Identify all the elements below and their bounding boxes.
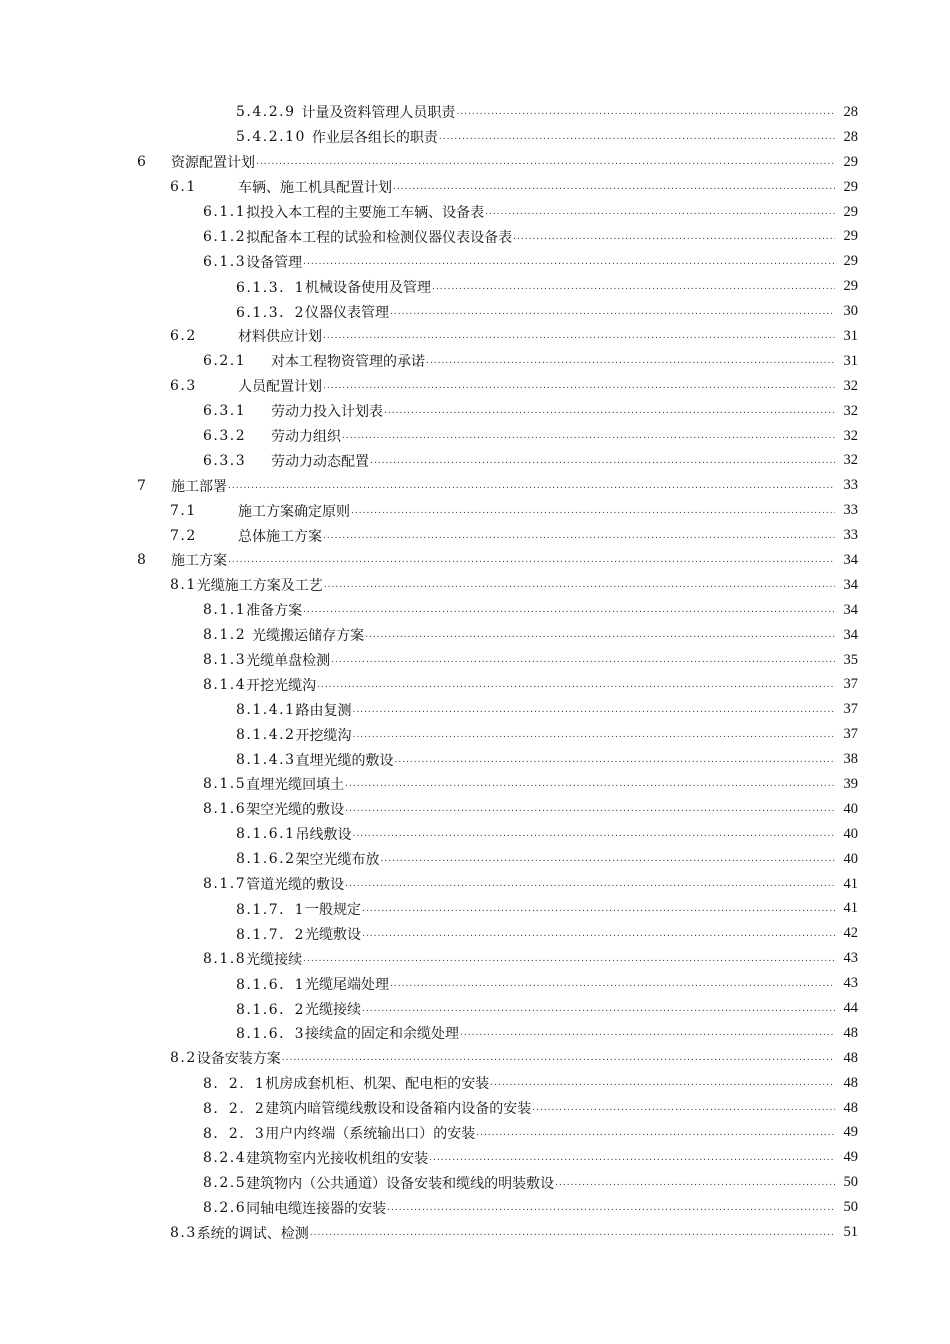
toc-entry-label xyxy=(236,302,389,322)
toc-entry-page-number: 40 xyxy=(843,825,858,842)
toc-entry-page-number: 31 xyxy=(843,352,858,369)
toc-entry-page-number: 34 xyxy=(843,551,858,568)
toc-entry-title: 路由复测 xyxy=(295,702,352,719)
toc-entry[interactable] xyxy=(0,722,950,747)
toc-entry-page-number: 48 xyxy=(843,1099,858,1116)
toc-entry[interactable] xyxy=(0,847,950,872)
toc-entry-label xyxy=(170,575,323,595)
toc-entry-page-number: 37 xyxy=(843,676,858,693)
toc-entry-page-number: 41 xyxy=(843,875,858,892)
toc-entry-page-number: 50 xyxy=(843,1199,858,1216)
toc-entry-title: 施工方案确定原则 xyxy=(238,503,350,520)
toc-entry-number: 6.1 xyxy=(170,179,197,196)
toc-dot-leader xyxy=(342,428,835,444)
toc-entry[interactable] xyxy=(0,324,950,349)
toc-entry-page-number: 43 xyxy=(843,950,858,967)
toc-entry-title: 总体施工方案 xyxy=(238,528,322,545)
toc-dot-leader xyxy=(228,478,835,494)
toc-entry-number: 8 xyxy=(137,552,148,569)
toc-entry-label xyxy=(170,376,322,396)
toc-dot-leader xyxy=(345,801,835,817)
toc-entry-page-number: 31 xyxy=(843,327,858,344)
toc-entry-title: 拟配备本工程的试验和检测仪器仪表设备表 xyxy=(246,229,513,246)
toc-entry-page-number: 42 xyxy=(843,925,858,942)
toc-entry-title: 光缆尾端处理 xyxy=(305,976,390,993)
toc-entry[interactable] xyxy=(0,498,950,523)
toc-entry-number: 8.1.8 xyxy=(203,950,247,967)
toc-dot-leader xyxy=(365,627,835,643)
toc-entry-page-number: 32 xyxy=(843,377,858,394)
toc-entry-number: 8.2.6 xyxy=(203,1199,247,1216)
toc-entry-page-number: 40 xyxy=(843,800,858,817)
toc-dot-leader xyxy=(282,1050,835,1066)
toc-entry[interactable] xyxy=(0,274,950,299)
toc-entry-title: 仪器仪表管理 xyxy=(305,304,390,321)
toc-entry[interactable] xyxy=(0,872,950,897)
toc-entry-title: 人员配置计划 xyxy=(238,379,322,396)
toc-entry-label xyxy=(203,1148,428,1168)
toc-entry-title: 架空光缆布放 xyxy=(295,852,380,869)
toc-entry-label xyxy=(236,102,455,122)
toc-dot-leader xyxy=(303,951,835,967)
toc-dot-leader xyxy=(387,1200,835,1216)
toc-entry-label xyxy=(236,999,361,1019)
toc-entry-number: 8.2.4 xyxy=(203,1149,247,1166)
toc-dot-leader xyxy=(352,702,835,718)
toc-dot-leader xyxy=(324,577,835,593)
toc-dot-leader xyxy=(384,403,835,419)
toc-entry-title: 光缆接续 xyxy=(305,1001,362,1018)
toc-entry-label xyxy=(236,277,431,297)
toc-entry-label xyxy=(170,326,322,346)
toc-entry-title: 吊线敷设 xyxy=(295,827,352,844)
toc-entry[interactable] xyxy=(0,349,950,374)
toc-entry-page-number: 43 xyxy=(843,975,858,992)
toc-entry-number: 8.1.4 xyxy=(203,676,247,693)
toc-entry-number: 7.2 xyxy=(170,527,197,544)
toc-entry-label xyxy=(203,1173,554,1193)
toc-dot-leader xyxy=(476,1125,835,1141)
toc-entry-number: 6.2.1 xyxy=(203,353,247,370)
toc-entry-number: 5.4.2.10 xyxy=(236,129,312,146)
toc-entry-page-number: 50 xyxy=(843,1174,858,1191)
toc-entry[interactable] xyxy=(0,747,950,772)
toc-dot-leader xyxy=(256,154,835,170)
toc-entry[interactable] xyxy=(0,1096,950,1121)
toc-entry-label xyxy=(236,974,389,994)
toc-entry-label xyxy=(236,700,351,720)
toc-entry-label xyxy=(137,152,255,172)
toc-entry[interactable] xyxy=(0,1046,950,1071)
toc-entry-label xyxy=(203,227,512,247)
toc-entry[interactable] xyxy=(0,1121,950,1146)
toc-entry-title: 用户内终端（系统输出口）的安装 xyxy=(265,1125,476,1142)
toc-entry-title: 建筑物室内光接收机组的安装 xyxy=(246,1150,429,1167)
toc-entry-number: 8.1.4.1 xyxy=(236,701,296,718)
toc-entry-title: 对本工程物资管理的承诺 xyxy=(271,354,425,371)
toc-entry[interactable] xyxy=(0,100,950,125)
toc-entry[interactable] xyxy=(0,897,950,922)
toc-dot-leader xyxy=(370,453,835,469)
toc-entry-number: 8．2．3 xyxy=(203,1125,266,1142)
toc-entry-page-number: 38 xyxy=(843,751,858,768)
toc-entry[interactable] xyxy=(0,1071,950,1096)
toc-dot-leader xyxy=(555,1175,835,1191)
toc-entry[interactable] xyxy=(0,996,950,1021)
toc-entry[interactable] xyxy=(0,249,950,274)
table-of-contents xyxy=(0,100,950,1245)
toc-entry-label xyxy=(203,675,316,695)
toc-dot-leader xyxy=(323,328,835,344)
toc-entry[interactable] xyxy=(0,548,950,573)
toc-entry-page-number: 44 xyxy=(843,1000,858,1016)
toc-dot-leader xyxy=(456,104,835,120)
toc-dot-leader xyxy=(432,279,835,295)
toc-entry-label xyxy=(236,750,393,770)
toc-entry-label xyxy=(203,426,341,446)
toc-dot-leader xyxy=(390,304,835,320)
toc-entry-label xyxy=(236,1023,459,1043)
toc-entry-title: 系统的调试、检测 xyxy=(196,1225,309,1242)
toc-entry-title: 光缆敷设 xyxy=(305,926,362,943)
toc-entry-title: 开挖缆沟 xyxy=(295,727,352,744)
toc-entry[interactable] xyxy=(0,175,950,200)
toc-entry-page-number: 34 xyxy=(843,576,858,593)
toc-entry-title: 同轴电缆连接器的安装 xyxy=(246,1200,387,1217)
toc-entry-title: 材料供应计划 xyxy=(238,329,322,346)
toc-entry-number: 6.3.1 xyxy=(203,403,247,420)
toc-entry-number: 8.1.6．2 xyxy=(236,1001,306,1018)
toc-entry-title: 施工方案 xyxy=(171,553,227,570)
toc-dot-leader xyxy=(303,254,835,270)
toc-dot-leader xyxy=(331,652,835,668)
toc-entry-title: 架空光缆的敷设 xyxy=(246,802,345,819)
toc-entry-page-number: 29 xyxy=(843,253,858,270)
toc-entry-number: 8.1.3 xyxy=(203,652,247,669)
toc-entry-page-number: 34 xyxy=(843,601,858,618)
toc-dot-leader xyxy=(345,776,835,792)
toc-entry-title: 劳动力组织 xyxy=(271,429,341,446)
toc-entry[interactable] xyxy=(0,448,950,473)
toc-entry-label xyxy=(170,1223,309,1243)
toc-entry-label xyxy=(203,1098,531,1118)
toc-entry-title: 光缆单盘检测 xyxy=(246,653,331,670)
toc-entry-label xyxy=(236,899,361,919)
toc-entry-label xyxy=(203,252,302,272)
toc-entry-label xyxy=(203,451,369,471)
toc-entry-page-number: 40 xyxy=(843,850,858,867)
toc-entry-number: 6.1.2 xyxy=(203,228,247,245)
toc-entry[interactable] xyxy=(0,822,950,847)
toc-entry[interactable] xyxy=(0,150,950,175)
toc-entry-title: 拟投入本工程的主要施工车辆、设备表 xyxy=(246,205,485,221)
toc-entry-title: 机械设备使用及管理 xyxy=(305,279,432,296)
toc-entry-page-number: 29 xyxy=(843,178,858,195)
toc-entry-number: 5.4.2.9 xyxy=(236,104,302,121)
toc-entry-page-number: 37 xyxy=(843,726,858,743)
toc-entry-label xyxy=(203,625,364,645)
toc-entry-title: 劳动力动态配置 xyxy=(271,453,369,470)
toc-entry-label xyxy=(203,774,344,794)
toc-entry[interactable] xyxy=(0,1145,950,1170)
toc-entry-title: 一般规定 xyxy=(305,901,362,918)
toc-dot-leader xyxy=(345,876,835,892)
toc-entry-number: 6.1.3．1 xyxy=(236,279,306,296)
toc-entry-number: 8.1.1 xyxy=(203,602,247,619)
toc-entry-label xyxy=(236,127,438,147)
toc-entry-number: 8.1.2 xyxy=(203,627,253,644)
toc-dot-leader xyxy=(352,727,835,743)
toc-entry-number: 6.2 xyxy=(170,328,197,345)
toc-entry-page-number: 48 xyxy=(843,1074,858,1091)
toc-entry-label xyxy=(137,550,227,570)
toc-entry-number: 8.2.5 xyxy=(203,1174,247,1191)
toc-entry-page-number: 29 xyxy=(843,228,858,245)
toc-entry-page-number: 34 xyxy=(843,626,858,643)
toc-entry-label xyxy=(236,824,351,844)
toc-entry-number: 8.1.6 xyxy=(203,801,247,818)
toc-entry-page-number: 49 xyxy=(843,1124,858,1141)
toc-entry[interactable] xyxy=(0,424,950,449)
toc-entry-label xyxy=(203,799,344,819)
toc-entry-number: 8.1.6．1 xyxy=(236,976,306,993)
toc-entry-number: 6.1.3．2 xyxy=(236,304,306,321)
toc-entry[interactable] xyxy=(0,523,950,548)
toc-entry[interactable] xyxy=(0,648,950,673)
toc-entry[interactable] xyxy=(0,1170,950,1195)
toc-dot-leader xyxy=(439,129,835,145)
toc-entry-number: 6 xyxy=(137,154,148,171)
toc-entry-number: 8.1.5 xyxy=(203,776,247,793)
toc-entry-number: 8.1.6.1 xyxy=(236,826,296,843)
toc-dot-leader xyxy=(513,229,835,245)
toc-dot-leader xyxy=(362,901,835,917)
toc-entry[interactable] xyxy=(0,573,950,598)
toc-entry-label xyxy=(203,1198,386,1218)
toc-entry[interactable] xyxy=(0,1220,950,1245)
toc-entry-label xyxy=(203,1073,489,1093)
toc-entry-page-number: 28 xyxy=(843,128,858,145)
toc-entry-title: 设备管理 xyxy=(246,254,303,271)
toc-entry-number: 8.1.4.2 xyxy=(236,726,296,743)
toc-entry-page-number: 48 xyxy=(843,1049,858,1066)
toc-entry-number: 6.1.3 xyxy=(203,253,247,270)
toc-entry[interactable] xyxy=(0,374,950,399)
toc-entry-title: 作业层各组长的职责 xyxy=(311,130,438,147)
toc-entry-label xyxy=(203,874,344,894)
toc-dot-leader xyxy=(317,677,835,693)
toc-entry-page-number: 32 xyxy=(843,452,858,469)
toc-entry-title: 光缆施工方案及工艺 xyxy=(196,578,323,595)
toc-entry[interactable] xyxy=(0,1195,950,1220)
toc-dot-leader xyxy=(390,976,835,992)
toc-entry-page-number: 32 xyxy=(843,402,858,419)
toc-entry-page-number: 29 xyxy=(843,153,858,170)
toc-entry-number: 7 xyxy=(137,477,148,494)
toc-entry-label xyxy=(203,1123,475,1143)
toc-entry-number: 6.1.1 xyxy=(203,204,247,220)
toc-dot-leader xyxy=(362,1001,835,1017)
toc-entry-page-number: 41 xyxy=(843,900,858,917)
toc-entry[interactable] xyxy=(0,598,950,623)
toc-entry-page-number: 35 xyxy=(843,651,858,668)
toc-entry[interactable] xyxy=(0,797,950,822)
toc-entry-title: 光缆搬运储存方案 xyxy=(252,628,365,645)
toc-dot-leader xyxy=(393,179,835,195)
toc-dot-leader xyxy=(362,926,835,942)
toc-entry-title: 直埋光缆回填土 xyxy=(246,777,345,794)
toc-entry-page-number: 37 xyxy=(843,701,858,718)
toc-entry-label xyxy=(203,401,383,421)
toc-entry-title: 设备安装方案 xyxy=(196,1051,281,1068)
toc-entry-page-number: 51 xyxy=(843,1224,858,1241)
toc-entry-number: 8.1.7 xyxy=(203,876,247,893)
toc-entry-label xyxy=(203,351,425,371)
toc-entry-title: 资源配置计划 xyxy=(171,155,255,172)
toc-entry-page-number: 49 xyxy=(843,1149,858,1166)
toc-entry-number: 8.1.6．3 xyxy=(236,1026,306,1043)
toc-entry-title: 建筑物内（公共通道）设备安装和缆线的明装敷设 xyxy=(246,1175,555,1192)
toc-entry[interactable] xyxy=(0,921,950,946)
toc-entry[interactable] xyxy=(0,697,950,722)
toc-dot-leader xyxy=(429,1150,835,1166)
toc-entry-number: 6.3.2 xyxy=(203,428,247,445)
toc-entry[interactable] xyxy=(0,1021,950,1046)
toc-entry[interactable] xyxy=(0,200,950,225)
toc-entry-page-number: 29 xyxy=(843,203,858,220)
toc-entry-label xyxy=(170,1048,281,1068)
toc-entry-number: 8．2．1 xyxy=(203,1076,266,1093)
toc-dot-leader xyxy=(490,1075,835,1091)
toc-entry-label xyxy=(203,949,302,969)
toc-entry-label xyxy=(170,177,392,197)
toc-entry[interactable] xyxy=(0,772,950,797)
toc-entry-number: 8．2．2 xyxy=(203,1101,266,1118)
toc-entry-number: 8.1 xyxy=(170,577,197,594)
toc-entry[interactable] xyxy=(0,399,950,424)
toc-entry[interactable] xyxy=(0,224,950,249)
toc-dot-leader xyxy=(351,503,835,519)
toc-entry[interactable] xyxy=(0,623,950,648)
toc-entry-title: 接续盒的固定和余缆处理 xyxy=(305,1026,460,1043)
toc-entry-title: 准备方案 xyxy=(246,603,303,620)
toc-entry-number: 7.1 xyxy=(170,502,197,519)
toc-entry-number: 6.3 xyxy=(170,378,197,395)
toc-entry[interactable] xyxy=(0,946,950,971)
toc-entry-page-number: 33 xyxy=(843,502,858,519)
toc-entry-title: 开挖光缆沟 xyxy=(246,677,317,694)
toc-entry-label xyxy=(170,526,322,546)
toc-dot-leader xyxy=(485,204,835,220)
toc-entry[interactable] xyxy=(0,125,950,150)
toc-entry-label xyxy=(236,849,379,869)
toc-dot-leader xyxy=(380,851,835,867)
toc-entry-number: 8.3 xyxy=(170,1224,197,1241)
toc-entry-page-number: 28 xyxy=(843,103,858,120)
toc-entry-title: 施工部署 xyxy=(171,478,227,495)
toc-entry-title: 光缆接续 xyxy=(246,951,303,968)
toc-entry-number: 8.1.6.2 xyxy=(236,851,296,868)
toc-entry[interactable] xyxy=(0,971,950,996)
toc-dot-leader xyxy=(323,378,835,394)
toc-entry-title: 劳动力投入计划表 xyxy=(271,404,383,421)
toc-entry-label xyxy=(236,725,351,745)
toc-entry[interactable] xyxy=(0,473,950,498)
toc-dot-leader xyxy=(303,602,835,618)
toc-entry-label xyxy=(203,650,330,670)
toc-entry-page-number: 33 xyxy=(843,477,858,494)
toc-entry[interactable] xyxy=(0,672,950,697)
toc-entry-label xyxy=(203,202,484,222)
toc-entry-label xyxy=(170,501,350,521)
toc-entry-page-number: 48 xyxy=(843,1024,858,1041)
toc-entry-title: 管道光缆的敷设 xyxy=(246,877,345,894)
toc-dot-leader xyxy=(426,353,835,369)
toc-dot-leader xyxy=(310,1225,835,1241)
toc-dot-leader xyxy=(228,552,835,568)
toc-entry-number: 6.3.3 xyxy=(203,452,247,469)
toc-entry-label xyxy=(203,600,302,620)
toc-entry-page-number: 39 xyxy=(843,775,858,792)
toc-entry-page-number: 33 xyxy=(843,527,858,544)
toc-entry-number: 8.1.7．2 xyxy=(236,926,306,943)
toc-entry-number: 8.1.4.3 xyxy=(236,751,296,768)
toc-entry-title: 建筑内暗管缆线敷设和设备箱内设备的安装 xyxy=(265,1101,532,1118)
toc-dot-leader xyxy=(460,1025,835,1041)
toc-entry-label xyxy=(236,924,361,944)
toc-dot-leader xyxy=(323,528,835,544)
toc-entry-page-number: 29 xyxy=(843,278,858,295)
toc-dot-leader xyxy=(532,1100,835,1116)
toc-entry[interactable] xyxy=(0,299,950,324)
toc-entry-label xyxy=(137,476,227,496)
toc-entry-number: 8.1.7．1 xyxy=(236,901,306,918)
toc-entry-title: 机房成套机柜、机架、配电柜的安装 xyxy=(265,1076,490,1093)
toc-entry-number: 8.2 xyxy=(170,1050,197,1067)
toc-dot-leader xyxy=(352,826,835,842)
toc-entry-title: 车辆、施工机具配置计划 xyxy=(238,180,392,197)
toc-entry-page-number: 30 xyxy=(843,303,858,320)
toc-entry-title: 计量及资料管理人员职责 xyxy=(301,105,456,122)
toc-entry-page-number: 32 xyxy=(843,427,858,444)
toc-dot-leader xyxy=(394,752,835,768)
toc-entry-title: 直埋光缆的敷设 xyxy=(295,752,394,769)
